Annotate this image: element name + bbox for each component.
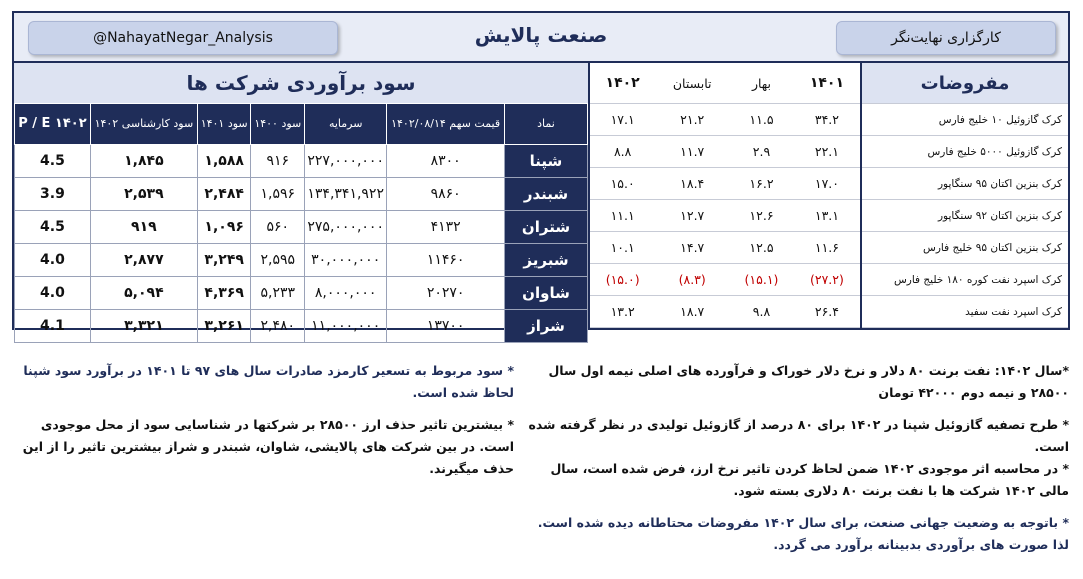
page-title: صنعت پالایش xyxy=(474,23,608,47)
assumption-label: کرک گازوئیل ۱۰ خلیج فارس xyxy=(861,104,1068,136)
table-row xyxy=(590,200,1068,232)
eps1400-cell: ۵,۲۳۳ xyxy=(251,277,305,310)
eps1400-cell: ۵۶۰ xyxy=(251,211,305,244)
assumption-label: کرک اسپرد نفت سفید xyxy=(861,296,1068,328)
note-item: * باتوجه به وضعیت جهانی صنعت، برای سال ۱۴۰۲ مفروضات محتاطانه دیده شده است. لذا صورت های برآوردی بدبینانه برآورد می گردد. xyxy=(537,515,1069,552)
col-capital: سرمایه xyxy=(305,104,387,145)
value-cell: ۲۶.۴ xyxy=(794,296,861,328)
value-cell: ۱۱.۷ xyxy=(655,136,729,168)
table-row xyxy=(15,145,588,178)
capital-cell: ۸,۰۰۰,۰۰۰ xyxy=(305,277,387,310)
eps1400-cell: ۲,۴۸۰ xyxy=(251,310,305,343)
note-item: *سال ۱۴۰۲: نفت برنت ۸۰ دلار و نرخ دلار خوراک و فرآورده های اصلی نیمه اول سال ۲۸۵۰۰ و نیمه دوم ۴۲۰۰۰ تومان xyxy=(548,363,1069,400)
price-cell: ۹۸۶۰ xyxy=(387,178,505,211)
capital-cell: ۱۱,۰۰۰,۰۰۰ xyxy=(305,310,387,343)
assumption-label: کرک بنزین اکتان ۹۵ خلیج فارس xyxy=(861,232,1068,264)
col-1401: ۱۴۰۱ xyxy=(794,63,861,104)
value-cell: ۱۲.۷ xyxy=(655,200,729,232)
value-cell: ۱۷.۰ xyxy=(794,168,861,200)
eps1401-cell: ۳,۲۴۹ xyxy=(197,244,251,277)
companies-table xyxy=(14,103,588,335)
table-row xyxy=(15,211,588,244)
price-cell: ۸۳۰۰ xyxy=(387,145,505,178)
price-cell: ۲۰۲۷۰ xyxy=(387,277,505,310)
value-cell: ۱۸.۴ xyxy=(655,168,729,200)
col-summer: تابستان xyxy=(655,63,729,104)
col-1402: ۱۴۰۲ xyxy=(590,63,655,104)
symbol-cell: شاوان xyxy=(505,277,588,310)
value-cell: ۸.۸ xyxy=(590,136,655,168)
capital-cell: ۲۲۷,۰۰۰,۰۰۰ xyxy=(305,145,387,178)
pe-cell: 3.9 xyxy=(15,178,91,211)
value-cell: ۱۳.۲ xyxy=(590,296,655,328)
symbol-cell: شبندر xyxy=(505,178,588,211)
table-row xyxy=(590,168,1068,200)
value-cell: ۲.۹ xyxy=(729,136,794,168)
note-item: * سود مربوط به تسعیر کارمزد صادرات سال های ۹۷ تا ۱۴۰۱ در برآورد سود شپنا لحاظ شده است. xyxy=(23,363,514,400)
col-assumption: مفروضات xyxy=(861,63,1068,104)
value-cell: (۱۵.۱) xyxy=(729,264,794,296)
companies-header-row xyxy=(15,104,588,145)
eps1401-cell: ۲,۴۸۴ xyxy=(197,178,251,211)
symbol-cell: شپنا xyxy=(505,145,588,178)
col-symbol: نماد xyxy=(505,104,588,145)
pe-cell: 4.1 xyxy=(15,310,91,343)
eps1400-cell: ۱,۵۹۶ xyxy=(251,178,305,211)
value-cell: ۱۶.۲ xyxy=(729,168,794,200)
table-row xyxy=(590,264,1068,296)
price-cell: ۱۳۷۰۰ xyxy=(387,310,505,343)
value-cell: ۲۱.۲ xyxy=(655,104,729,136)
eps1401-cell: ۱,۰۹۶ xyxy=(197,211,251,244)
col-price: قیمت سهم ۱۴۰۲/۰۸/۱۴ xyxy=(387,104,505,145)
header-bar xyxy=(12,11,1070,63)
assumption-label: کرک بنزین اکتان ۹۲ سنگاپور xyxy=(861,200,1068,232)
notes-left xyxy=(14,360,514,490)
col-eps-1401: سود ۱۴۰۱ xyxy=(197,104,251,145)
table-row xyxy=(590,296,1068,328)
value-cell: ۱۷.۱ xyxy=(590,104,655,136)
note-item: * طرح تصفیه گازوئیل شپنا در ۱۴۰۲ برای ۸۰ درصد از گازوئیل تولیدی در نظر گرفته شده است. xyxy=(528,417,1069,454)
value-cell: ۱۲.۵ xyxy=(729,232,794,264)
notes-right xyxy=(521,360,1069,566)
capital-cell: ۲۷۵,۰۰۰,۰۰۰ xyxy=(305,211,387,244)
table-row xyxy=(15,277,588,310)
eps1402-cell: ۳,۳۲۱ xyxy=(90,310,197,343)
col-pe: P / E ۱۴۰۲ xyxy=(15,104,91,145)
table-row xyxy=(15,244,588,277)
value-cell: ۱۱.۵ xyxy=(729,104,794,136)
agency-badge: کارگزاری نهایت‌نگر xyxy=(836,21,1056,55)
eps1400-cell: ۹۱۶ xyxy=(251,145,305,178)
assumption-label: کرک گازوئیل ۵۰۰۰ خلیج فارس xyxy=(861,136,1068,168)
table-row xyxy=(590,136,1068,168)
table-row xyxy=(15,178,588,211)
capital-cell: ۳۰,۰۰۰,۰۰۰ xyxy=(305,244,387,277)
pe-cell: 4.0 xyxy=(15,244,91,277)
symbol-cell: شراز xyxy=(505,310,588,343)
price-cell: ۴۱۳۲ xyxy=(387,211,505,244)
value-cell: ۱۱.۶ xyxy=(794,232,861,264)
col-eps-1402: سود کارشناسی ۱۴۰۲ xyxy=(90,104,197,145)
col-spring: بهار xyxy=(729,63,794,104)
note-item: * در محاسبه اثر موجودی ۱۴۰۲ ضمن لحاظ کردن تاثیر نرخ ارز، فرض شده است، سال مالی ۱۴۰۲ شرکت ها با نفت برنت ۸۰ دلاری بسته شود. xyxy=(550,461,1069,498)
eps1401-cell: ۳,۲۶۱ xyxy=(197,310,251,343)
assumptions-header-row xyxy=(590,63,1068,104)
pe-cell: 4.0 xyxy=(15,277,91,310)
eps1402-cell: ۱,۸۴۵ xyxy=(90,145,197,178)
table-row xyxy=(590,232,1068,264)
price-cell: ۱۱۴۶۰ xyxy=(387,244,505,277)
value-cell: ۱۳.۱ xyxy=(794,200,861,232)
value-cell: ۱۸.۷ xyxy=(655,296,729,328)
pe-cell: 4.5 xyxy=(15,211,91,244)
col-eps-1400: سود ۱۴۰۰ xyxy=(251,104,305,145)
table-row xyxy=(15,310,588,343)
value-cell: ۹.۸ xyxy=(729,296,794,328)
eps1400-cell: ۲,۵۹۵ xyxy=(251,244,305,277)
value-cell: ۳۴.۲ xyxy=(794,104,861,136)
pe-cell: 4.5 xyxy=(15,145,91,178)
assumptions-table xyxy=(590,63,1068,328)
eps1401-cell: ۱,۵۸۸ xyxy=(197,145,251,178)
eps1402-cell: ۲,۸۷۷ xyxy=(90,244,197,277)
assumption-label: کرک اسپرد نفت کوره ۱۸۰ خلیج فارس xyxy=(861,264,1068,296)
note-item: * بیشترین تاثیر حذف ارز ۲۸۵۰۰ بر شرکتها در شناسایی سود از محل موجودی است. در بین شرکت های پالایشی، شاوان، شبندر و شراز بیشترین تاثیر را از این حذف میگیرند. xyxy=(22,417,514,476)
value-cell: ۱۰.۱ xyxy=(590,232,655,264)
value-cell: ۱۱.۱ xyxy=(590,200,655,232)
assumption-label: کرک بنزین اکتان ۹۵ سنگاپور xyxy=(861,168,1068,200)
value-cell: ۲۲.۱ xyxy=(794,136,861,168)
eps1402-cell: ۲,۵۳۹ xyxy=(90,178,197,211)
value-cell: ۱۴.۷ xyxy=(655,232,729,264)
value-cell: (۱۵.۰) xyxy=(590,264,655,296)
capital-cell: ۱۳۴,۳۴۱,۹۲۲ xyxy=(305,178,387,211)
value-cell: (۲۷.۲) xyxy=(794,264,861,296)
handle-badge: @NahayatNegar_Analysis xyxy=(28,21,338,55)
symbol-cell: شتران xyxy=(505,211,588,244)
table-row xyxy=(590,104,1068,136)
eps1402-cell: ۹۱۹ xyxy=(90,211,197,244)
value-cell: (۸.۳) xyxy=(655,264,729,296)
value-cell: ۱۲.۶ xyxy=(729,200,794,232)
eps1402-cell: ۵,۰۹۴ xyxy=(90,277,197,310)
value-cell: ۱۵.۰ xyxy=(590,168,655,200)
symbol-cell: شبریز xyxy=(505,244,588,277)
companies-title: سود برآوردی شرکت ها xyxy=(14,63,588,104)
eps1401-cell: ۴,۳۶۹ xyxy=(197,277,251,310)
